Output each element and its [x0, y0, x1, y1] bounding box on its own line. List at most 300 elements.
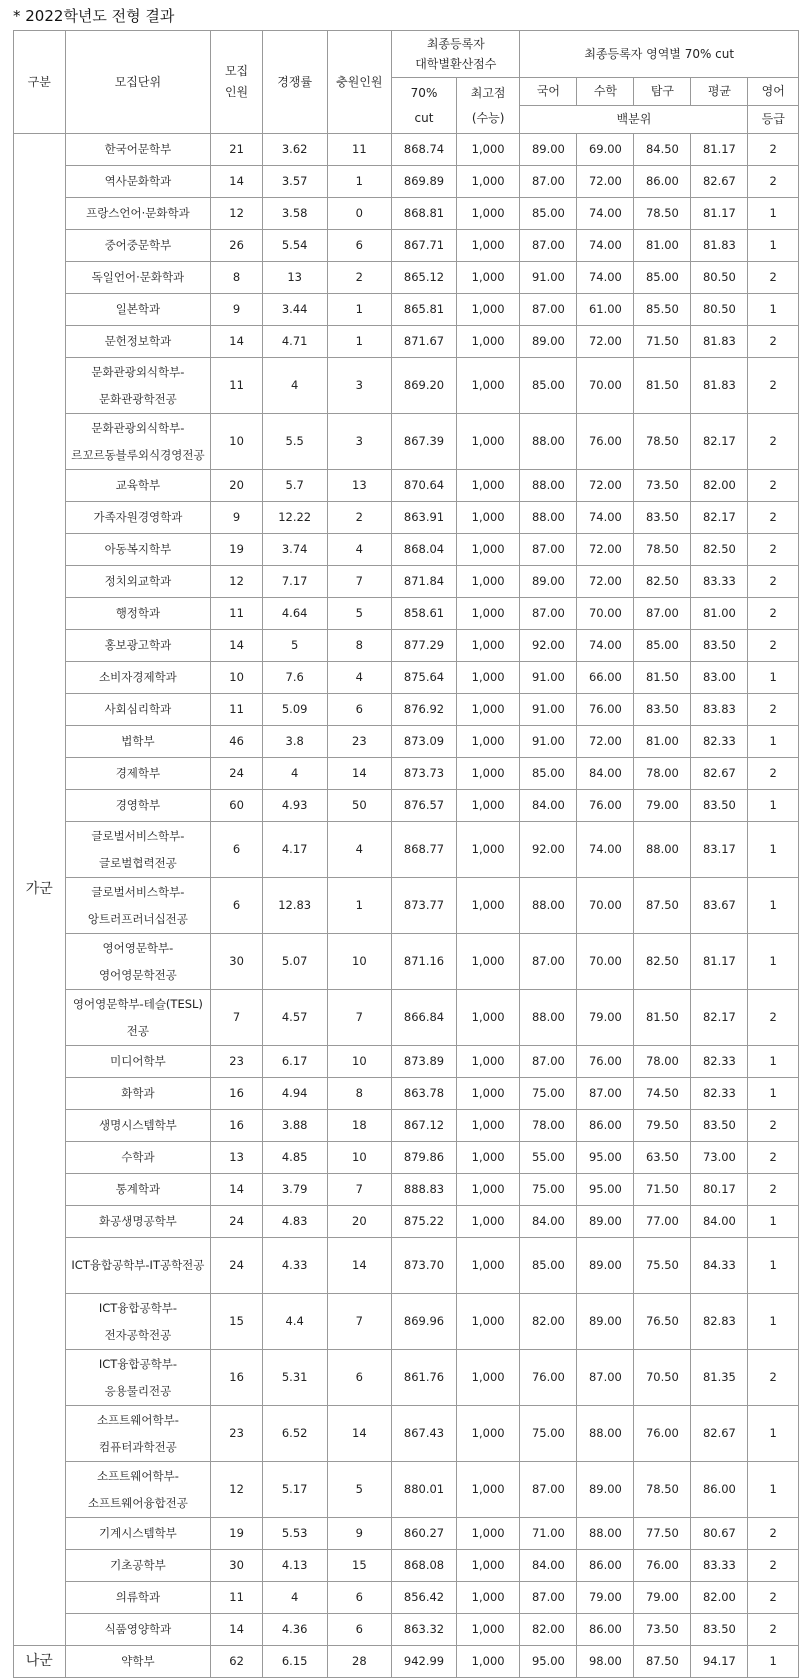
cell-english-grade: 2: [748, 758, 799, 790]
cell-competition: 3.79: [262, 1174, 327, 1206]
table-row: [14, 1238, 799, 1294]
cell-competition: 4.83: [262, 1206, 327, 1238]
cell-korean: 84.00: [520, 1550, 577, 1582]
cell-inquiry: 82.50: [634, 934, 691, 990]
cell-department: 의류학과: [65, 1582, 211, 1614]
cell-competition: 7.6: [262, 662, 327, 694]
cell-math: 84.00: [577, 758, 634, 790]
cell-korean: 87.00: [520, 1582, 577, 1614]
cell-department: ICT융합공학부-응용물리전공: [65, 1350, 211, 1406]
cell-math: 79.00: [577, 1582, 634, 1614]
table-row: [14, 1406, 799, 1462]
cell-inquiry: 85.50: [634, 294, 691, 326]
cell-additional: 1: [327, 294, 392, 326]
cell-quota: 14: [211, 1614, 263, 1646]
cell-competition: 3.74: [262, 534, 327, 566]
cell-math: 86.00: [577, 1110, 634, 1142]
header-grade: 등급: [748, 106, 799, 134]
cell-additional: 18: [327, 1110, 392, 1142]
cell-quota: 19: [211, 534, 263, 566]
cell-quota: 46: [211, 726, 263, 758]
cell-department: 일본학과: [65, 294, 211, 326]
cell-korean: 85.00: [520, 758, 577, 790]
cell-average: 82.67: [691, 758, 748, 790]
cell-english-grade: 2: [748, 1142, 799, 1174]
cell-korean: 75.00: [520, 1406, 577, 1462]
cell-math: 74.00: [577, 230, 634, 262]
cell-math: 89.00: [577, 1238, 634, 1294]
cell-quota: 14: [211, 1174, 263, 1206]
cell-quota: 14: [211, 326, 263, 358]
cell-department: 글로벌서비스학부-글로벌협력전공: [65, 822, 211, 878]
cell-english-grade: 2: [748, 566, 799, 598]
cell-additional: 0: [327, 198, 392, 230]
header-percentile: 백분위: [520, 106, 748, 134]
cell-max-score: 1,000: [456, 1046, 520, 1078]
cell-max-score: 1,000: [456, 822, 520, 878]
cell-average: 83.67: [691, 878, 748, 934]
cell-korean: 84.00: [520, 1206, 577, 1238]
cell-math: 72.00: [577, 470, 634, 502]
cell-average: 94.17: [691, 1646, 748, 1678]
cell-additional: 14: [327, 1406, 392, 1462]
cell-max-score: 1,000: [456, 726, 520, 758]
cell-average: 83.33: [691, 1550, 748, 1582]
cell-cut70: 875.64: [392, 662, 457, 694]
cell-quota: 62: [211, 1646, 263, 1678]
cell-english-grade: 1: [748, 1462, 799, 1518]
cell-average: 83.00: [691, 662, 748, 694]
cell-department: 문헌정보학과: [65, 326, 211, 358]
cell-english-grade: 2: [748, 326, 799, 358]
cell-cut70: 861.76: [392, 1350, 457, 1406]
cell-average: 81.17: [691, 134, 748, 166]
cell-department: 문화관광외식학부-문화관광학전공: [65, 358, 211, 414]
cell-cut70: 879.86: [392, 1142, 457, 1174]
cell-korean: 88.00: [520, 502, 577, 534]
cell-korean: 87.00: [520, 1046, 577, 1078]
table-row: [14, 1206, 799, 1238]
cell-cut70: 873.73: [392, 758, 457, 790]
cell-max-score: 1,000: [456, 1078, 520, 1110]
cell-korean: 75.00: [520, 1174, 577, 1206]
cell-inquiry: 76.50: [634, 1294, 691, 1350]
cell-korean: 82.00: [520, 1294, 577, 1350]
table-row: [14, 358, 799, 414]
cell-department: 행정학과: [65, 598, 211, 630]
cell-quota: 11: [211, 1582, 263, 1614]
cell-math: 89.00: [577, 1294, 634, 1350]
table-row: [14, 790, 799, 822]
cell-department: 화학과: [65, 1078, 211, 1110]
cell-quota: 12: [211, 1462, 263, 1518]
cell-inquiry: 81.00: [634, 726, 691, 758]
header-cut70: [392, 78, 457, 134]
cell-competition: 5: [262, 630, 327, 662]
cell-max-score: 1,000: [456, 134, 520, 166]
cell-cut70: 867.39: [392, 414, 457, 470]
header-cut70-text: 70% cut: [410, 85, 438, 125]
table-row: [14, 822, 799, 878]
cell-department: 화공생명공학부: [65, 1206, 211, 1238]
cell-math: 76.00: [577, 1046, 634, 1078]
header-max-score: [456, 78, 520, 134]
cell-department: 기계시스템학부: [65, 1518, 211, 1550]
cell-cut70: 866.84: [392, 990, 457, 1046]
cell-quota: 21: [211, 134, 263, 166]
cell-cut70: 868.08: [392, 1550, 457, 1582]
cell-inquiry: 71.50: [634, 326, 691, 358]
cell-english-grade: 1: [748, 1294, 799, 1350]
cell-max-score: 1,000: [456, 198, 520, 230]
cell-korean: 92.00: [520, 630, 577, 662]
cell-max-score: 1,000: [456, 534, 520, 566]
cell-average: 82.00: [691, 1582, 748, 1614]
table-row: [14, 566, 799, 598]
cell-math: 87.00: [577, 1350, 634, 1406]
cell-korean: 87.00: [520, 534, 577, 566]
cell-english-grade: 2: [748, 1110, 799, 1142]
cell-department: 역사문화학과: [65, 166, 211, 198]
table-row: [14, 662, 799, 694]
cell-competition: 3.62: [262, 134, 327, 166]
cell-competition: 5.07: [262, 934, 327, 990]
cell-korean: 87.00: [520, 598, 577, 630]
cell-english-grade: 1: [748, 294, 799, 326]
cell-math: 88.00: [577, 1406, 634, 1462]
cell-cut70: 871.84: [392, 566, 457, 598]
cell-quota: 23: [211, 1046, 263, 1078]
cell-quota: 20: [211, 470, 263, 502]
cell-cut70: 870.64: [392, 470, 457, 502]
cell-quota: 12: [211, 198, 263, 230]
cell-quota: 9: [211, 294, 263, 326]
cell-max-score: 1,000: [456, 662, 520, 694]
results-body: [14, 134, 799, 1678]
cell-competition: 5.31: [262, 1350, 327, 1406]
cell-average: 82.17: [691, 414, 748, 470]
group-label: 나군: [14, 1646, 66, 1678]
header-department: 모집단위: [65, 31, 211, 134]
cell-competition: 7.17: [262, 566, 327, 598]
cell-additional: 5: [327, 598, 392, 630]
cell-math: 70.00: [577, 358, 634, 414]
cell-korean: 89.00: [520, 134, 577, 166]
table-row: [14, 694, 799, 726]
table-row: [14, 198, 799, 230]
cell-department: 수학과: [65, 1142, 211, 1174]
cell-additional: 6: [327, 230, 392, 262]
cell-average: 82.00: [691, 470, 748, 502]
group-label: 가군: [14, 134, 66, 1646]
cell-additional: 13: [327, 470, 392, 502]
cell-competition: 5.5: [262, 414, 327, 470]
cell-department: 영어영문학부-테슬(TESL)전공: [65, 990, 211, 1046]
cell-inquiry: 85.00: [634, 630, 691, 662]
cell-max-score: 1,000: [456, 758, 520, 790]
cell-inquiry: 77.50: [634, 1518, 691, 1550]
table-row: [14, 230, 799, 262]
table-row: [14, 878, 799, 934]
cell-math: 72.00: [577, 166, 634, 198]
cell-competition: 3.58: [262, 198, 327, 230]
cell-additional: 1: [327, 166, 392, 198]
cell-additional: 11: [327, 134, 392, 166]
cell-inquiry: 71.50: [634, 1174, 691, 1206]
cell-average: 82.83: [691, 1294, 748, 1350]
cell-max-score: 1,000: [456, 1646, 520, 1678]
header-korean: 국어: [520, 78, 577, 106]
cell-competition: 4.93: [262, 790, 327, 822]
cell-additional: 4: [327, 534, 392, 566]
table-row: [14, 990, 799, 1046]
cell-math: 76.00: [577, 694, 634, 726]
cell-department: 영어영문학부-영어영문학전공: [65, 934, 211, 990]
cell-quota: 11: [211, 694, 263, 726]
table-row: [14, 1294, 799, 1350]
header-quota: [211, 31, 263, 134]
cell-cut70: 863.91: [392, 502, 457, 534]
header-quota-text: 모집 인원: [224, 64, 249, 99]
cell-korean: 87.00: [520, 934, 577, 990]
cell-average: 84.33: [691, 1238, 748, 1294]
cell-department: 미디어학부: [65, 1046, 211, 1078]
cell-inquiry: 78.50: [634, 534, 691, 566]
cell-max-score: 1,000: [456, 1238, 520, 1294]
cell-quota: 9: [211, 502, 263, 534]
cell-additional: 28: [327, 1646, 392, 1678]
cell-korean: 88.00: [520, 878, 577, 934]
cell-quota: 60: [211, 790, 263, 822]
cell-cut70: 858.61: [392, 598, 457, 630]
table-row: [14, 1350, 799, 1406]
cell-department: 소프트웨어학부-소프트웨어융합전공: [65, 1462, 211, 1518]
cell-quota: 13: [211, 1142, 263, 1174]
cell-math: 70.00: [577, 598, 634, 630]
cell-math: 89.00: [577, 1206, 634, 1238]
cell-inquiry: 87.00: [634, 598, 691, 630]
cell-cut70: 863.32: [392, 1614, 457, 1646]
cell-cut70: 875.22: [392, 1206, 457, 1238]
cell-cut70: 863.78: [392, 1078, 457, 1110]
header-average: 평균: [691, 78, 748, 106]
cell-quota: 8: [211, 262, 263, 294]
cell-competition: 4.64: [262, 598, 327, 630]
cell-max-score: 1,000: [456, 414, 520, 470]
header-math: 수학: [577, 78, 634, 106]
cell-department: 법학부: [65, 726, 211, 758]
cell-additional: 9: [327, 1518, 392, 1550]
cell-korean: 91.00: [520, 262, 577, 294]
cell-competition: 5.17: [262, 1462, 327, 1518]
cell-max-score: 1,000: [456, 1350, 520, 1406]
header-category: 구분: [14, 31, 66, 134]
cell-additional: 7: [327, 1294, 392, 1350]
cell-inquiry: 73.50: [634, 1614, 691, 1646]
cell-english-grade: 1: [748, 662, 799, 694]
cell-max-score: 1,000: [456, 502, 520, 534]
table-row: [14, 502, 799, 534]
cell-average: 81.83: [691, 358, 748, 414]
cell-competition: 4.57: [262, 990, 327, 1046]
cell-cut70: 880.01: [392, 1462, 457, 1518]
cell-max-score: 1,000: [456, 1206, 520, 1238]
cell-math: 79.00: [577, 990, 634, 1046]
cell-competition: 4.36: [262, 1614, 327, 1646]
cell-department: 아동복지학부: [65, 534, 211, 566]
cell-average: 82.33: [691, 1078, 748, 1110]
table-row: [14, 726, 799, 758]
cell-quota: 26: [211, 230, 263, 262]
table-row: [14, 414, 799, 470]
cell-inquiry: 77.00: [634, 1206, 691, 1238]
cell-competition: 4.17: [262, 822, 327, 878]
cell-additional: 23: [327, 726, 392, 758]
document-title: * 2022학년도 전형 결과: [13, 7, 175, 25]
cell-english-grade: 2: [748, 1614, 799, 1646]
cell-average: 80.50: [691, 262, 748, 294]
cell-department: 통계학과: [65, 1174, 211, 1206]
cell-max-score: 1,000: [456, 790, 520, 822]
table-row: [14, 326, 799, 358]
cell-max-score: 1,000: [456, 294, 520, 326]
cell-additional: 6: [327, 694, 392, 726]
cell-inquiry: 81.50: [634, 358, 691, 414]
cell-max-score: 1,000: [456, 358, 520, 414]
cell-korean: 87.00: [520, 230, 577, 262]
cell-max-score: 1,000: [456, 470, 520, 502]
cell-department: 한국어문학부: [65, 134, 211, 166]
cell-korean: 88.00: [520, 470, 577, 502]
cell-english-grade: 2: [748, 990, 799, 1046]
cell-department: 중어중문학부: [65, 230, 211, 262]
cell-korean: 89.00: [520, 326, 577, 358]
table-row: [14, 630, 799, 662]
cell-competition: 4: [262, 1582, 327, 1614]
cell-competition: 4.71: [262, 326, 327, 358]
cell-inquiry: 84.50: [634, 134, 691, 166]
cell-average: 82.17: [691, 990, 748, 1046]
cell-math: 98.00: [577, 1646, 634, 1678]
cell-math: 74.00: [577, 822, 634, 878]
cell-inquiry: 82.50: [634, 566, 691, 598]
cell-korean: 78.00: [520, 1110, 577, 1142]
cell-inquiry: 81.50: [634, 662, 691, 694]
cell-korean: 91.00: [520, 694, 577, 726]
cell-quota: 7: [211, 990, 263, 1046]
header-additional: 충원인원: [327, 31, 392, 134]
cell-quota: 16: [211, 1350, 263, 1406]
cell-quota: 16: [211, 1110, 263, 1142]
cell-additional: 2: [327, 262, 392, 294]
cell-cut70: 865.12: [392, 262, 457, 294]
cell-english-grade: 1: [748, 1078, 799, 1110]
cell-korean: 84.00: [520, 790, 577, 822]
cell-max-score: 1,000: [456, 566, 520, 598]
cell-max-score: 1,000: [456, 934, 520, 990]
table-row: [14, 934, 799, 990]
cell-math: 87.00: [577, 1078, 634, 1110]
cell-competition: 4.33: [262, 1238, 327, 1294]
cell-english-grade: 1: [748, 934, 799, 990]
cell-additional: 10: [327, 1046, 392, 1078]
cell-english-grade: 1: [748, 790, 799, 822]
cell-quota: 6: [211, 822, 263, 878]
cell-inquiry: 81.50: [634, 990, 691, 1046]
cell-korean: 71.00: [520, 1518, 577, 1550]
cell-math: 70.00: [577, 878, 634, 934]
cell-max-score: 1,000: [456, 1110, 520, 1142]
cell-english-grade: 1: [748, 1406, 799, 1462]
cell-average: 84.00: [691, 1206, 748, 1238]
cell-cut70: 873.89: [392, 1046, 457, 1078]
cell-inquiry: 88.00: [634, 822, 691, 878]
cell-english-grade: 2: [748, 134, 799, 166]
cell-inquiry: 73.50: [634, 470, 691, 502]
cell-competition: 4.94: [262, 1078, 327, 1110]
cell-max-score: 1,000: [456, 1406, 520, 1462]
cell-competition: 4: [262, 358, 327, 414]
cell-english-grade: 2: [748, 1582, 799, 1614]
cell-english-grade: 2: [748, 694, 799, 726]
cell-max-score: 1,000: [456, 630, 520, 662]
cell-inquiry: 76.00: [634, 1550, 691, 1582]
cell-korean: 85.00: [520, 1238, 577, 1294]
cell-korean: 85.00: [520, 198, 577, 230]
cell-cut70: 867.12: [392, 1110, 457, 1142]
cell-department: 프랑스언어·문화학과: [65, 198, 211, 230]
cell-english-grade: 2: [748, 1550, 799, 1582]
cell-quota: 23: [211, 1406, 263, 1462]
cell-max-score: 1,000: [456, 990, 520, 1046]
cell-max-score: 1,000: [456, 1518, 520, 1550]
cell-cut70: 868.74: [392, 134, 457, 166]
cell-additional: 14: [327, 758, 392, 790]
table-row: [14, 1614, 799, 1646]
cell-average: 83.33: [691, 566, 748, 598]
cell-competition: 5.53: [262, 1518, 327, 1550]
cell-cut70: 876.57: [392, 790, 457, 822]
cell-additional: 1: [327, 326, 392, 358]
cell-quota: 24: [211, 758, 263, 790]
cell-competition: 6.52: [262, 1406, 327, 1462]
cell-quota: 30: [211, 1550, 263, 1582]
cell-cut70: 888.83: [392, 1174, 457, 1206]
cell-inquiry: 63.50: [634, 1142, 691, 1174]
cell-additional: 1: [327, 878, 392, 934]
cell-additional: 8: [327, 1078, 392, 1110]
cell-math: 86.00: [577, 1550, 634, 1582]
cell-department: 식품영양학과: [65, 1614, 211, 1646]
cell-max-score: 1,000: [456, 694, 520, 726]
cell-additional: 7: [327, 1174, 392, 1206]
cell-competition: 5.54: [262, 230, 327, 262]
cell-inquiry: 75.50: [634, 1238, 691, 1294]
table-row: [14, 1462, 799, 1518]
table-row: [14, 1582, 799, 1614]
cell-math: 76.00: [577, 414, 634, 470]
cell-competition: 13: [262, 262, 327, 294]
cell-korean: 85.00: [520, 358, 577, 414]
cell-quota: 12: [211, 566, 263, 598]
header-converted-score-group: [392, 31, 520, 78]
cell-average: 80.50: [691, 294, 748, 326]
cell-max-score: 1,000: [456, 598, 520, 630]
cell-quota: 16: [211, 1078, 263, 1110]
cell-korean: 88.00: [520, 414, 577, 470]
cell-korean: 82.00: [520, 1614, 577, 1646]
cell-korean: 76.00: [520, 1350, 577, 1406]
